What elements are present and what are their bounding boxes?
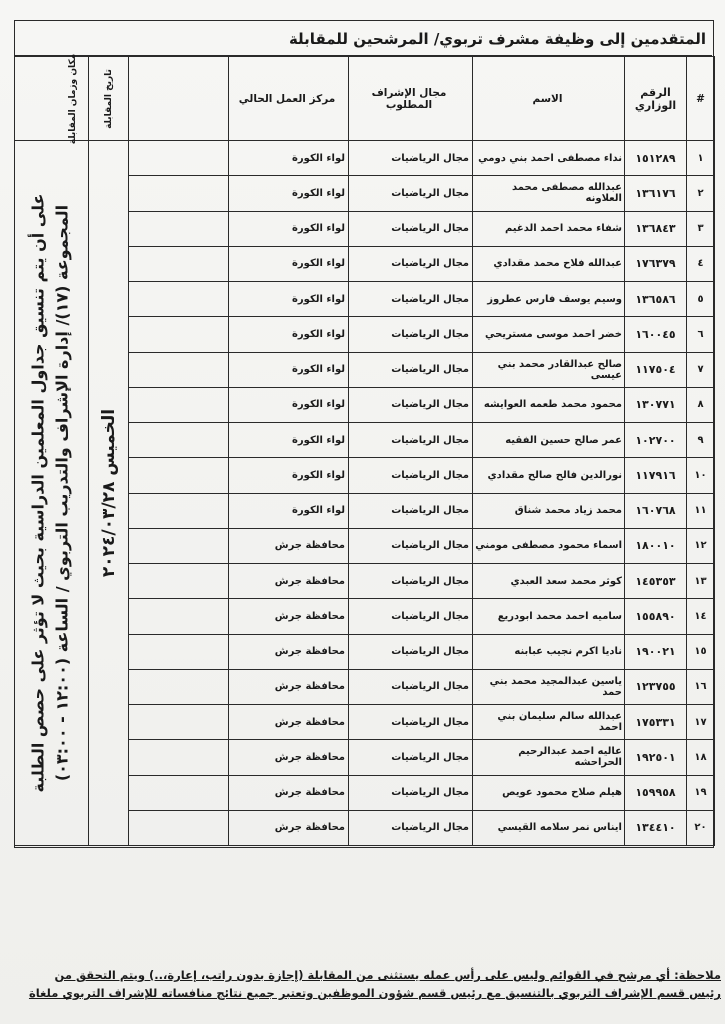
row-field: مجال الرياضيات — [349, 740, 473, 775]
row-num: ٢٠ — [687, 810, 715, 845]
row-id: ١٩٠٠٢١ — [625, 634, 687, 669]
row-name: كوثر محمد سعد العبدي — [473, 564, 625, 599]
row-center: محافظة جرش — [229, 599, 349, 634]
row-field: مجال الرياضيات — [349, 634, 473, 669]
row-field: مجال الرياضيات — [349, 141, 473, 176]
header-place: مكان وزمان المقابلة — [68, 53, 79, 144]
row-name: ايناس نمر سلامه القيسي — [473, 810, 625, 845]
row-name: نورالدين فالح صالح مقدادي — [473, 458, 625, 493]
row-field: مجال الرياضيات — [349, 352, 473, 387]
row-name: محمد زياد محمد شناق — [473, 493, 625, 528]
note-line-2: رئيس قسم الإشراف التربوي بالتنسيق مع رئيس قسم شؤون الموظفين وتعتبر جميع نتائج منافساته للإشراف التربوي ملغاة — [28, 986, 721, 1000]
footer-note — [0, 966, 725, 1024]
row-name: صالح عبدالقادر محمد بني عيسى — [473, 352, 625, 387]
row-id: ١٣٤٤١٠ — [625, 810, 687, 845]
row-gap — [129, 141, 229, 176]
header-center: مركز العمل الحالي — [229, 57, 349, 141]
row-center: لواء الكورة — [229, 317, 349, 352]
row-center: لواء الكورة — [229, 141, 349, 176]
row-id: ١٢٣٧٥٥ — [625, 669, 687, 704]
header-field: مجال الإشراف المطلوب — [349, 57, 473, 141]
row-center: محافظة جرش — [229, 528, 349, 563]
row-center: لواء الكورة — [229, 423, 349, 458]
header-date-cell — [89, 57, 129, 141]
row-gap — [129, 634, 229, 669]
row-center: محافظة جرش — [229, 705, 349, 740]
row-name: ناديا اكرم نجيب عبابنه — [473, 634, 625, 669]
row-id: ١٥١٢٨٩ — [625, 141, 687, 176]
row-id: ١١٧٩١٦ — [625, 458, 687, 493]
header-num: # — [687, 57, 715, 141]
table-header-row — [15, 57, 715, 141]
row-field: مجال الرياضيات — [349, 528, 473, 563]
row-id: ١٣٦٨٤٣ — [625, 211, 687, 246]
row-gap — [129, 810, 229, 845]
row-id: ١٥٥٨٩٠ — [625, 599, 687, 634]
row-name: عمر صالح حسين الفقيه — [473, 423, 625, 458]
row-name: عبدالله مصطفى محمد العلاونه — [473, 176, 625, 211]
row-field: مجال الرياضيات — [349, 246, 473, 281]
row-id: ١٦٠٠٤٥ — [625, 317, 687, 352]
header-place-cell — [15, 53, 89, 144]
row-num: ١٩ — [687, 775, 715, 810]
document-title: المتقدمين إلى وظيفة مشرف تربوي/ المرشحين للمقابلة — [14, 22, 712, 56]
row-gap — [129, 740, 229, 775]
row-gap — [129, 669, 229, 704]
row-num: ٣ — [687, 211, 715, 246]
row-num: ١٤ — [687, 599, 715, 634]
row-gap — [129, 775, 229, 810]
row-center: لواء الكورة — [229, 458, 349, 493]
row-gap — [129, 705, 229, 740]
row-center: لواء الكورة — [229, 387, 349, 422]
row-id: ١٥٩٩٥٨ — [625, 775, 687, 810]
row-gap — [129, 246, 229, 281]
table-row — [15, 141, 715, 176]
row-id: ١٨٠٠١٠ — [625, 528, 687, 563]
row-field: مجال الرياضيات — [349, 458, 473, 493]
header-id: الرقم الوزاري — [625, 57, 687, 141]
row-field: مجال الرياضيات — [349, 317, 473, 352]
row-gap — [129, 211, 229, 246]
row-center: محافظة جرش — [229, 740, 349, 775]
row-gap — [129, 493, 229, 528]
row-num: ١٢ — [687, 528, 715, 563]
row-id: ١٣٦١٧٦ — [625, 176, 687, 211]
row-field: مجال الرياضيات — [349, 564, 473, 599]
row-num: ٧ — [687, 352, 715, 387]
row-num: ١٦ — [687, 669, 715, 704]
row-gap — [129, 458, 229, 493]
header-name: الاسم — [473, 57, 625, 141]
row-center: محافظة جرش — [229, 564, 349, 599]
row-name: عاليه احمد عبدالرحيم الحراحشه — [473, 740, 625, 775]
row-num: ٥ — [687, 282, 715, 317]
row-center: محافظة جرش — [229, 810, 349, 845]
row-num: ٩ — [687, 423, 715, 458]
row-name: خضر احمد موسى مستريحي — [473, 317, 625, 352]
row-name: محمود محمد طعمه العوايشه — [473, 387, 625, 422]
row-id: ١٣٦٥٨٦ — [625, 282, 687, 317]
interview-place-line-1: المجموعة (١٧)/ إدارة الإشراف والتدريب التربوي / الساعة (١٢:٠٠ - ٠٣:٠٠) — [52, 204, 72, 782]
row-name: هيلم صلاح محمود عويص — [473, 775, 625, 810]
row-id: ١٠٢٧٠٠ — [625, 423, 687, 458]
interview-place-wrap — [15, 141, 88, 845]
row-num: ١١ — [687, 493, 715, 528]
row-center: لواء الكورة — [229, 246, 349, 281]
row-field: مجال الرياضيات — [349, 211, 473, 246]
row-name: عبدالله فلاح محمد مقدادي — [473, 246, 625, 281]
row-id: ١٧٦٣٧٩ — [625, 246, 687, 281]
row-center: محافظة جرش — [229, 669, 349, 704]
row-center: لواء الكورة — [229, 211, 349, 246]
row-gap — [129, 564, 229, 599]
row-id: ١٩٢٥٠١ — [625, 740, 687, 775]
row-center: لواء الكورة — [229, 282, 349, 317]
table-body — [15, 141, 715, 846]
row-center: لواء الكورة — [229, 493, 349, 528]
row-name: ياسين عبدالمجيد محمد بني حمد — [473, 669, 625, 704]
row-num: ٢ — [687, 176, 715, 211]
row-id: ١٧٥٣٣١ — [625, 705, 687, 740]
row-center: محافظة جرش — [229, 775, 349, 810]
row-name: اسماء محمود مصطفى مومني — [473, 528, 625, 563]
row-num: ١٠ — [687, 458, 715, 493]
header-date: تاريخ المقابلة — [103, 68, 114, 129]
row-name: ساميه احمد محمد ابودريع — [473, 599, 625, 634]
row-gap — [129, 317, 229, 352]
header-gap — [129, 57, 229, 141]
interview-place-line-2: على أن يتم تنسيق جداول المعلمين الدراسية بحيث لا تؤثر على حصص الطلبة — [28, 193, 48, 793]
row-field: مجال الرياضيات — [349, 387, 473, 422]
interview-date: الخميس ٢٠٢٤/٠٣/٢٨ — [98, 408, 119, 578]
row-id: ١٤٥٣٥٣ — [625, 564, 687, 599]
note-line-1: ملاحظة: أي مرشح في القوائم وليس على رأس عمله يستثنى من المقابلة (إجازة بدون راتب، إعارة،..) ويتم التحقق من — [54, 968, 721, 982]
row-gap — [129, 528, 229, 563]
row-name: عبدالله سالم سليمان بني احمد — [473, 705, 625, 740]
row-num: ١٥ — [687, 634, 715, 669]
row-id: ١٦٠٧٦٨ — [625, 493, 687, 528]
row-center: لواء الكورة — [229, 352, 349, 387]
interview-date-cell — [89, 141, 129, 846]
row-name: نداء مصطفى احمد بني دومي — [473, 141, 625, 176]
row-field: مجال الرياضيات — [349, 705, 473, 740]
row-field: مجال الرياضيات — [349, 493, 473, 528]
row-gap — [129, 176, 229, 211]
row-gap — [129, 282, 229, 317]
row-num: ١٣ — [687, 564, 715, 599]
row-num: ١٧ — [687, 705, 715, 740]
row-num: ١ — [687, 141, 715, 176]
interview-place-cell — [15, 141, 89, 846]
row-gap — [129, 352, 229, 387]
row-gap — [129, 599, 229, 634]
row-center: لواء الكورة — [229, 176, 349, 211]
row-field: مجال الرياضيات — [349, 599, 473, 634]
row-field: مجال الرياضيات — [349, 775, 473, 810]
row-field: مجال الرياضيات — [349, 423, 473, 458]
row-center: محافظة جرش — [229, 634, 349, 669]
row-gap — [129, 423, 229, 458]
row-id: ١٣٠٧٧١ — [625, 387, 687, 422]
row-field: مجال الرياضيات — [349, 176, 473, 211]
row-field: مجال الرياضيات — [349, 282, 473, 317]
candidates-table — [14, 53, 715, 846]
row-field: مجال الرياضيات — [349, 810, 473, 845]
row-field: مجال الرياضيات — [349, 669, 473, 704]
row-name: شفاء محمد احمد الدغيم — [473, 211, 625, 246]
row-name: وسيم يوسف فارس عطروز — [473, 282, 625, 317]
row-gap — [129, 387, 229, 422]
row-num: ٨ — [687, 387, 715, 422]
row-id: ١١٧٥٠٤ — [625, 352, 687, 387]
row-num: ٦ — [687, 317, 715, 352]
row-num: ١٨ — [687, 740, 715, 775]
row-num: ٤ — [687, 246, 715, 281]
